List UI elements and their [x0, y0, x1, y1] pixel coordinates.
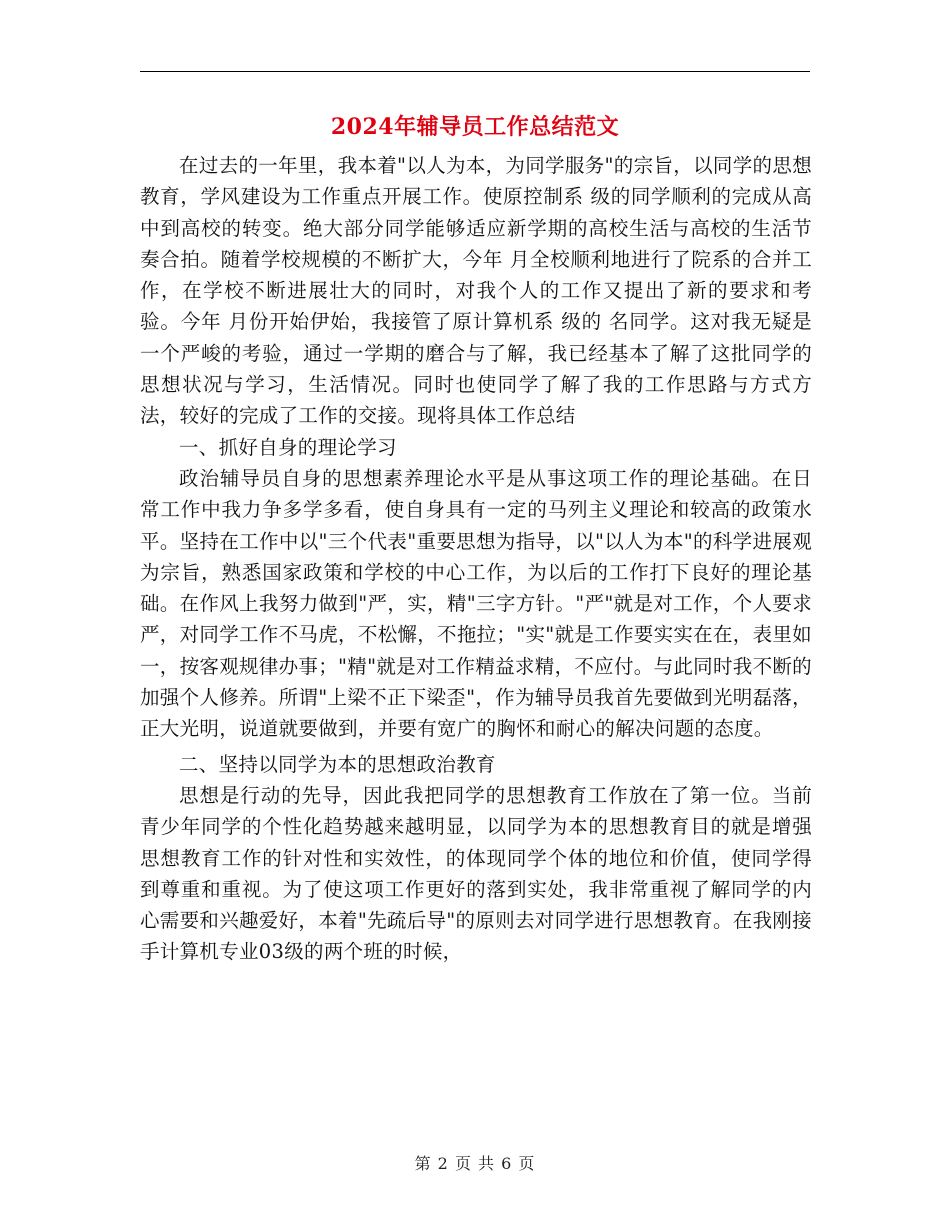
paragraph-education: 思想是行动的先导，因此我把同学的思想教育工作放在了第一位。当前青少年同学的个性化趋势越来越明显，以同学为本的思想教育目的就是增强思想教育工作的针对性和实效性，的体现同学个体的地位和价值，使同学得到尊重和重视。为了使这项工作更好的落到实处，我非常重视了解同学的内心需要和兴趣爱好，本着"先疏后导"的原则去对同学进行思想教育。在我刚接手计算机专业03级的两个班的时候，	[140, 783, 812, 964]
document-body	[140, 150, 812, 968]
section-heading-2: 二、坚持以同学为本的思想政治教育	[179, 752, 496, 776]
page-number-footer: 第 2 页 共 6 页	[414, 1154, 536, 1173]
document-title: 2024年辅导员工作总结范文	[330, 114, 620, 140]
header-rule	[140, 71, 810, 72]
section-heading-1: 一、抓好自身的理论学习	[179, 435, 397, 459]
paragraph-theory: 政治辅导员自身的思想素养理论水平是从事这项工作的理论基础。在日常工作中我力争多学多看，使自身具有一定的马列主义理论和较高的政策水平。坚持在工作中以"三个代表"重要思想为指导，以"以人为本"的科学进展观为宗旨，熟悉国家政策和学校的中心工作，为以后的工作打下良好的理论基础。在作风上我努力做到"严，实，精"三字方针。"严"就是对工作，个人要求严，对同学工作不马虎，不松懈，不拖拉；"实"就是工作要实实在在，表里如一，按客观规律办事；"精"就是对工作精益求精，不应付。与此同时我不断的加强个人修养。所谓"上梁不正下梁歪"，作为辅导员我首先要做到光明磊落，正大光明，说道就要做到，并要有宽广的胸怀和耐心的解决问题的态度。	[140, 466, 812, 741]
paragraph-intro: 在过去的一年里，我本着"以人为本，为同学服务"的宗旨，以同学的思想教育，学风建设为工作重点开展工作。使原控制系 级的同学顺利的完成从高中到高校的转变。绝大部分同学能够适应新学期的高校生活与高校的生活节奏合拍。随着学校规模的不断扩大，今年 月全校顺利地进行了院系的合并工作，在学校不断进展壮大的同时，对我个人的工作又提出了新的要求和考验。今年 月份开始伊始，我接管了原计算机系 级的 名同学。这对我无疑是一个严峻的考验，通过一学期的磨合与了解，我已经基本了解了这批同学的思想状况与学习，生活情况。同时也使同学了解了我的工作思路与方式方法，较好的完成了工作的交接。现将具体工作总结	[140, 154, 812, 428]
